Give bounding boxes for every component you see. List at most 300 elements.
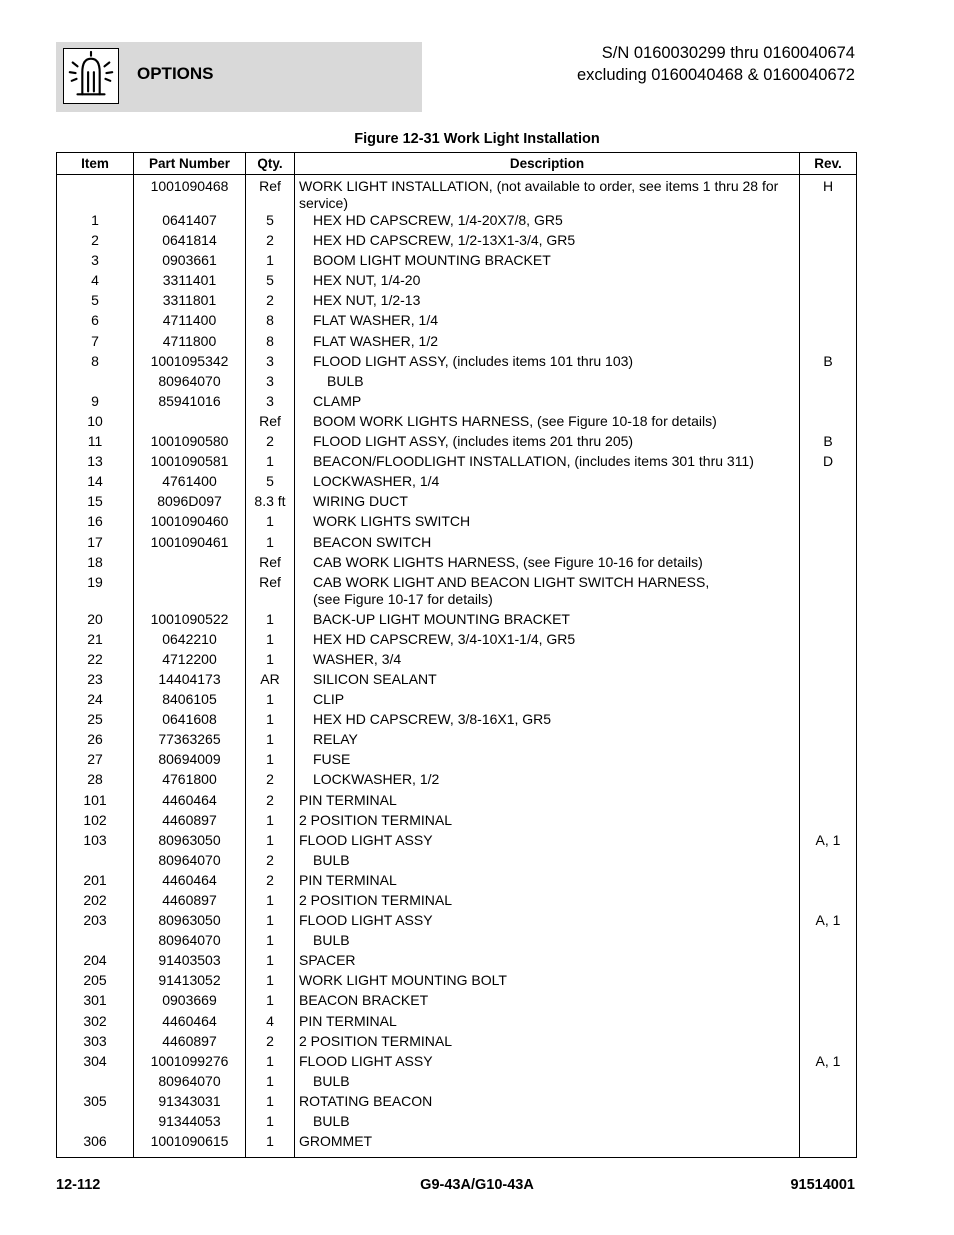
rev-cell [800, 631, 857, 651]
description-cell [295, 393, 800, 413]
rev-cell [800, 972, 857, 992]
rev-cell: D [800, 453, 857, 473]
table-row [57, 731, 857, 751]
description-cell [295, 1113, 800, 1133]
item-cell: 203 [57, 912, 134, 932]
table-row [57, 513, 857, 533]
description-text: BULB [327, 372, 364, 389]
item-cell: 201 [57, 872, 134, 892]
description-cell [295, 992, 800, 1012]
item-cell: 16 [57, 513, 134, 533]
rev-cell [800, 731, 857, 751]
rev-cell [800, 691, 857, 711]
table-row [57, 751, 857, 771]
qty-cell: 1 [246, 1093, 295, 1113]
description-text: FLOOD LIGHT ASSY [299, 912, 433, 929]
table-row [57, 1033, 857, 1053]
description-cell [295, 493, 800, 513]
part-number-cell: 8406105 [134, 691, 246, 711]
table-row [57, 453, 857, 473]
qty-cell: AR [246, 671, 295, 691]
item-cell: 5 [57, 292, 134, 312]
rev-cell [800, 252, 857, 272]
part-number-cell: 91343031 [134, 1093, 246, 1113]
column-header-description: Description [295, 153, 800, 175]
part-number-cell: 3311401 [134, 272, 246, 292]
rev-cell [800, 872, 857, 892]
rev-cell [800, 932, 857, 952]
part-number-cell: 85941016 [134, 393, 246, 413]
rev-cell [800, 892, 857, 912]
qty-cell: 1 [246, 932, 295, 952]
section-title: OPTIONS [137, 64, 214, 83]
part-number-cell: 1001090460 [134, 513, 246, 533]
item-cell: 102 [57, 812, 134, 832]
item-cell: 13 [57, 453, 134, 473]
table-row [57, 473, 857, 493]
part-number-cell: 4761800 [134, 771, 246, 791]
item-cell [57, 175, 134, 213]
description-cell [295, 731, 800, 751]
description-cell [295, 373, 800, 393]
table-row [57, 812, 857, 832]
qty-cell: Ref [246, 413, 295, 433]
part-number-cell: 4712200 [134, 651, 246, 671]
description-cell [295, 413, 800, 433]
rev-cell [800, 751, 857, 771]
figure-title: Figure 12-31 Work Light Installation [354, 131, 600, 147]
description-text: LOCKWASHER, 1/4 [313, 473, 440, 490]
description-text: FLAT WASHER, 1/2 [313, 332, 438, 349]
part-number-cell: 4761400 [134, 473, 246, 493]
qty-cell: Ref [246, 175, 295, 213]
rev-cell [800, 1033, 857, 1053]
description-cell [295, 473, 800, 493]
description-cell [295, 631, 800, 651]
part-number-cell: 80964070 [134, 373, 246, 393]
description-cell [295, 952, 800, 972]
description-text: SILICON SEALANT [313, 670, 437, 687]
description-cell [295, 611, 800, 631]
work-light-icon [63, 48, 119, 104]
rev-cell [800, 232, 857, 252]
item-cell: 103 [57, 832, 134, 852]
column-header-rev: Rev. [800, 153, 857, 175]
part-number-cell: 1001090522 [134, 611, 246, 631]
rev-cell [800, 373, 857, 393]
description-text-continued: (see Figure 10-17 for details) [313, 590, 493, 607]
rev-cell: A, 1 [800, 1053, 857, 1073]
part-number-cell [134, 574, 246, 611]
rev-cell: A, 1 [800, 832, 857, 852]
rev-cell [800, 333, 857, 353]
description-cell [295, 574, 800, 611]
rev-cell [800, 1113, 857, 1133]
description-text: HEX NUT, 1/2-13 [313, 292, 421, 309]
item-cell: 27 [57, 751, 134, 771]
qty-cell: 1 [246, 711, 295, 731]
column-header-item: Item [57, 153, 134, 175]
document-number: 91514001 [790, 1177, 855, 1193]
rev-cell [800, 952, 857, 972]
part-number-cell: 91344053 [134, 1113, 246, 1133]
rev-cell [800, 812, 857, 832]
description-cell [295, 1133, 800, 1158]
description-text: HEX HD CAPSCREW, 1/2-13X1-3/4, GR5 [313, 232, 576, 249]
table-row [57, 952, 857, 972]
description-cell [295, 513, 800, 533]
item-cell: 19 [57, 574, 134, 611]
table-row [57, 493, 857, 513]
description-cell [295, 671, 800, 691]
table-row [57, 212, 857, 232]
description-cell [295, 1033, 800, 1053]
part-number-cell: 1001090461 [134, 534, 246, 554]
qty-cell: 3 [246, 353, 295, 373]
qty-cell: 1 [246, 892, 295, 912]
qty-cell: 1 [246, 952, 295, 972]
part-number-cell: 4460897 [134, 1033, 246, 1053]
qty-cell: 3 [246, 373, 295, 393]
item-cell: 8 [57, 353, 134, 373]
description-cell [295, 651, 800, 671]
table-row [57, 691, 857, 711]
description-text: RELAY [313, 731, 358, 748]
table-row [57, 651, 857, 671]
rev-cell [800, 473, 857, 493]
qty-cell: Ref [246, 554, 295, 574]
description-cell [295, 252, 800, 272]
part-number-cell: 4460464 [134, 792, 246, 812]
description-text: BOOM WORK LIGHTS HARNESS, (see Figure 10-18 for details) [313, 412, 717, 429]
qty-cell: 2 [246, 292, 295, 312]
part-number-cell: 4460464 [134, 1013, 246, 1033]
qty-cell: 2 [246, 792, 295, 812]
qty-cell: 2 [246, 1033, 295, 1053]
item-cell: 24 [57, 691, 134, 711]
table-row [57, 373, 857, 393]
rev-cell [800, 493, 857, 513]
description-cell [295, 751, 800, 771]
part-number-cell: 77363265 [134, 731, 246, 751]
table-row [57, 932, 857, 952]
item-cell: 4 [57, 272, 134, 292]
table-row [57, 333, 857, 353]
qty-cell: 8 [246, 333, 295, 353]
description-text: FLOOD LIGHT ASSY [299, 831, 433, 848]
part-number-cell: 91413052 [134, 972, 246, 992]
description-text: FLOOD LIGHT ASSY, (includes items 101 thru 103) [313, 352, 634, 369]
qty-cell: 1 [246, 631, 295, 651]
description-text: SPACER [299, 952, 356, 969]
qty-cell: 1 [246, 1053, 295, 1073]
item-cell: 21 [57, 631, 134, 651]
item-cell: 28 [57, 771, 134, 791]
part-number-cell: 1001090468 [134, 175, 246, 213]
description-text: CLIP [313, 691, 345, 708]
rev-cell [800, 212, 857, 232]
description-cell [295, 312, 800, 332]
serial-line-2: excluding 0160040468 & 0160040672 [576, 66, 855, 84]
item-cell: 202 [57, 892, 134, 912]
serial-line-1: S/N 0160030299 thru 0160040674 [601, 44, 855, 62]
item-cell: 306 [57, 1133, 134, 1158]
qty-cell: 1 [246, 731, 295, 751]
item-cell: 305 [57, 1093, 134, 1113]
rev-cell: B [800, 353, 857, 373]
qty-cell: 1 [246, 651, 295, 671]
item-cell: 3 [57, 252, 134, 272]
description-text: 2 POSITION TERMINAL [299, 811, 452, 828]
description-cell [295, 812, 800, 832]
table-row [57, 312, 857, 332]
rev-cell [800, 574, 857, 611]
parts-table-body [57, 175, 857, 1158]
qty-cell: 2 [246, 771, 295, 791]
description-text: GROMMET [299, 1133, 373, 1150]
part-number-cell: 80963050 [134, 912, 246, 932]
part-number-cell: 80963050 [134, 832, 246, 852]
description-cell [295, 852, 800, 872]
description-cell [295, 691, 800, 711]
table-row [57, 992, 857, 1012]
table-row [57, 611, 857, 631]
item-cell: 11 [57, 433, 134, 453]
item-cell: 7 [57, 333, 134, 353]
part-number-cell: 80964070 [134, 1073, 246, 1093]
description-text: WORK LIGHTS SWITCH [313, 513, 471, 530]
item-cell [57, 1073, 134, 1093]
page-number: 12-112 [56, 1177, 101, 1193]
qty-cell: 1 [246, 1113, 295, 1133]
description-cell [295, 433, 800, 453]
rev-cell [800, 554, 857, 574]
rev-cell [800, 611, 857, 631]
description-cell [295, 1093, 800, 1113]
rev-cell [800, 292, 857, 312]
qty-cell: 2 [246, 872, 295, 892]
table-row [57, 554, 857, 574]
description-cell [295, 932, 800, 952]
part-number-cell: 80694009 [134, 751, 246, 771]
table-row [57, 912, 857, 932]
part-number-cell: 91403503 [134, 952, 246, 972]
description-text: 2 POSITION TERMINAL [299, 1032, 452, 1049]
qty-cell: 1 [246, 1073, 295, 1093]
item-cell: 18 [57, 554, 134, 574]
part-number-cell [134, 554, 246, 574]
rev-cell [800, 992, 857, 1012]
model-number: G9-43A/G10-43A [420, 1177, 534, 1193]
description-cell [295, 554, 800, 574]
description-cell [295, 972, 800, 992]
rev-cell [800, 852, 857, 872]
item-cell: 301 [57, 992, 134, 1012]
description-text: HEX HD CAPSCREW, 1/4-20X7/8, GR5 [313, 212, 563, 228]
part-number-cell: 0903669 [134, 992, 246, 1012]
qty-cell: 1 [246, 691, 295, 711]
description-text: PIN TERMINAL [299, 791, 397, 808]
description-cell [295, 711, 800, 731]
description-cell [295, 292, 800, 312]
part-number-cell: 1001099276 [134, 1053, 246, 1073]
part-number-cell: 1001090580 [134, 433, 246, 453]
table-header-row [57, 153, 857, 175]
description-text: BULB [313, 1072, 350, 1089]
table-row [57, 1093, 857, 1113]
description-text: WORK LIGHT MOUNTING BOLT [299, 972, 507, 989]
table-row [57, 413, 857, 433]
description-text: FUSE [313, 751, 351, 768]
part-number-cell: 4460897 [134, 812, 246, 832]
table-row [57, 1013, 857, 1033]
item-cell: 205 [57, 972, 134, 992]
item-cell: 204 [57, 952, 134, 972]
description-cell [295, 534, 800, 554]
description-text: BOOM LIGHT MOUNTING BRACKET [313, 252, 551, 269]
item-cell: 17 [57, 534, 134, 554]
item-cell: 9 [57, 393, 134, 413]
description-text: BEACON BRACKET [299, 992, 429, 1009]
parts-table [56, 152, 857, 1158]
rev-cell [800, 1013, 857, 1033]
table-row [57, 711, 857, 731]
table-row [57, 1113, 857, 1133]
item-cell [57, 932, 134, 952]
description-cell [295, 353, 800, 373]
part-number-cell: 4460897 [134, 892, 246, 912]
table-row [57, 353, 857, 373]
description-text: PIN TERMINAL [299, 871, 397, 888]
description-text: 2 POSITION TERMINAL [299, 892, 452, 908]
qty-cell: 1 [246, 611, 295, 631]
part-number-cell: 1001095342 [134, 353, 246, 373]
item-cell [57, 1113, 134, 1133]
item-cell: 10 [57, 413, 134, 433]
description-text: ROTATING BEACON [299, 1092, 433, 1109]
qty-cell: 1 [246, 972, 295, 992]
item-cell: 304 [57, 1053, 134, 1073]
item-cell [57, 852, 134, 872]
description-text: FLAT WASHER, 1/4 [313, 312, 438, 329]
table-row [57, 631, 857, 651]
description-cell [295, 232, 800, 252]
rev-cell: H [800, 175, 857, 213]
item-cell: 2 [57, 232, 134, 252]
description-cell [295, 1013, 800, 1033]
item-cell: 1 [57, 212, 134, 232]
description-text: BULB [313, 851, 350, 868]
item-cell: 14 [57, 473, 134, 493]
item-cell: 101 [57, 792, 134, 812]
rev-cell [800, 393, 857, 413]
table-row [57, 892, 857, 912]
part-number-cell: 4711800 [134, 333, 246, 353]
description-text: WASHER, 3/4 [313, 650, 402, 667]
description-text: BEACON/FLOODLIGHT INSTALLATION, (includes items 301 thru 311) [313, 453, 754, 470]
qty-cell: 1 [246, 751, 295, 771]
table-row [57, 272, 857, 292]
description-cell [295, 1053, 800, 1073]
item-cell: 303 [57, 1033, 134, 1053]
qty-cell: 4 [246, 1013, 295, 1033]
description-text: CAB WORK LIGHT AND BEACON LIGHT SWITCH HARNESS, [313, 573, 710, 590]
part-number-cell: 0641814 [134, 232, 246, 252]
description-cell [295, 771, 800, 791]
qty-cell: 1 [246, 912, 295, 932]
rev-cell [800, 771, 857, 791]
table-row [57, 232, 857, 252]
rev-cell [800, 272, 857, 292]
serial-range [577, 42, 855, 86]
part-number-cell: 8096D097 [134, 493, 246, 513]
qty-cell: 1 [246, 534, 295, 554]
part-number-cell: 14404173 [134, 671, 246, 691]
part-number-cell: 0641608 [134, 711, 246, 731]
qty-cell: 2 [246, 852, 295, 872]
part-number-cell: 1001090615 [134, 1133, 246, 1158]
description-cell [295, 272, 800, 292]
rev-cell [800, 671, 857, 691]
qty-cell: 3 [246, 393, 295, 413]
qty-cell: 1 [246, 832, 295, 852]
description-cell [295, 892, 800, 912]
part-number-cell: 1001090581 [134, 453, 246, 473]
description-text: BULB [313, 1113, 350, 1130]
qty-cell: 1 [246, 453, 295, 473]
part-number-cell: 4711400 [134, 312, 246, 332]
description-text: WORK LIGHT INSTALLATION, (not available to order, see items 1 thru 28 for service) [299, 178, 779, 211]
item-cell: 25 [57, 711, 134, 731]
qty-cell: 1 [246, 992, 295, 1012]
part-number-cell [134, 413, 246, 433]
description-text: HEX HD CAPSCREW, 3/4-10X1-1/4, GR5 [313, 630, 576, 647]
item-cell: 302 [57, 1013, 134, 1033]
table-row [57, 1053, 857, 1073]
description-text: LOCKWASHER, 1/2 [313, 771, 440, 788]
rev-cell [800, 651, 857, 671]
rev-cell [800, 1133, 857, 1158]
rev-cell [800, 1093, 857, 1113]
table-row [57, 771, 857, 791]
item-cell: 20 [57, 611, 134, 631]
rev-cell: B [800, 433, 857, 453]
table-row [57, 252, 857, 272]
description-cell [295, 832, 800, 852]
item-cell: 15 [57, 493, 134, 513]
item-cell: 26 [57, 731, 134, 751]
rev-cell [800, 792, 857, 812]
rev-cell [800, 413, 857, 433]
qty-cell: 8.3 ft [246, 493, 295, 513]
column-header-qty: Qty. [246, 153, 295, 175]
description-text: BEACON SWITCH [313, 533, 432, 550]
rev-cell [800, 312, 857, 332]
table-row [57, 433, 857, 453]
table-row [57, 175, 857, 213]
qty-cell: 2 [246, 232, 295, 252]
table-row [57, 574, 857, 611]
qty-cell: 1 [246, 252, 295, 272]
qty-cell: 1 [246, 1133, 295, 1158]
table-row [57, 832, 857, 852]
description-text: CLAMP [313, 392, 362, 409]
description-cell [295, 912, 800, 932]
qty-cell: 5 [246, 212, 295, 232]
item-cell: 23 [57, 671, 134, 691]
description-cell [295, 792, 800, 812]
description-text: BULB [313, 932, 350, 949]
